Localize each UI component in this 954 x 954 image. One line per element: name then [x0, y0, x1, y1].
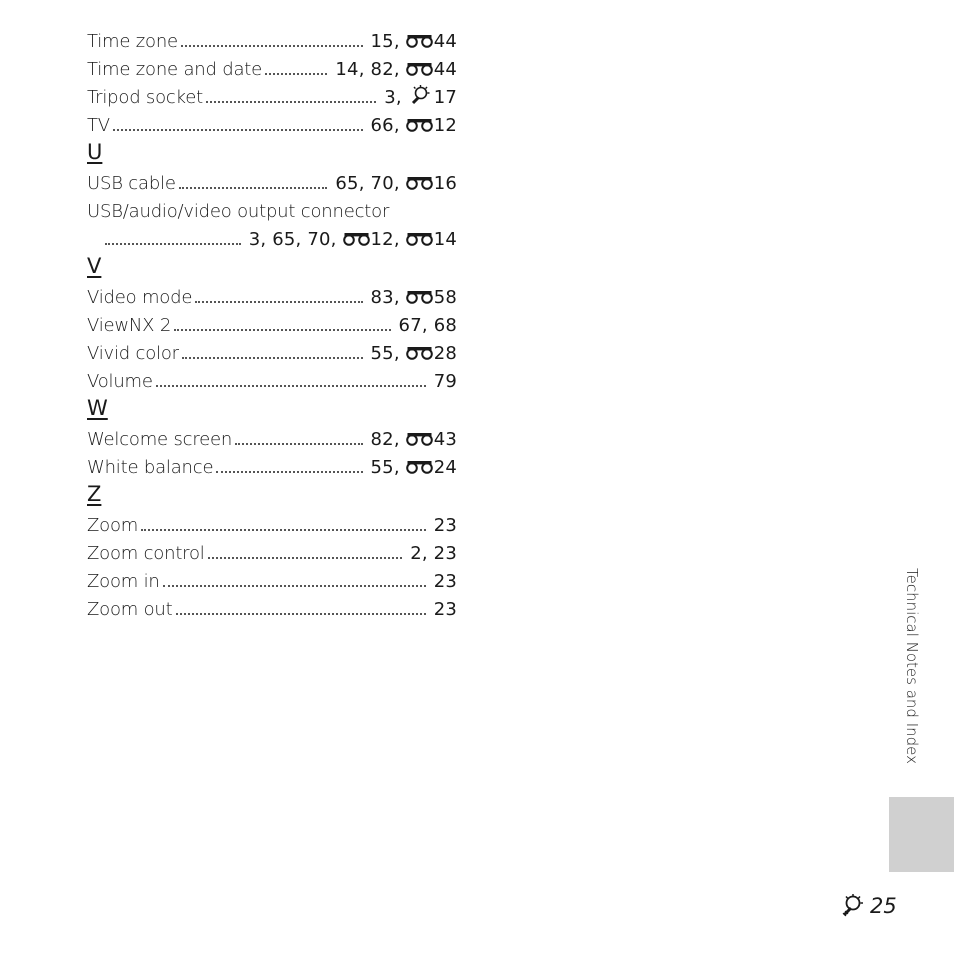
reference-section-icon	[406, 288, 434, 306]
page-ref-text: 55,	[370, 343, 406, 364]
page-references	[371, 115, 457, 137]
technical-notes-icon	[408, 84, 434, 106]
index-term: White balance	[87, 457, 214, 478]
index-term: Zoom	[87, 515, 139, 536]
page-ref-text: 28	[433, 343, 457, 364]
page-ref-text: 67, 68	[398, 315, 457, 336]
section-side-label: Technical Notes and Index	[903, 568, 921, 765]
index-entry	[87, 223, 457, 251]
page-number-text: 25	[870, 894, 897, 918]
section-letter	[87, 137, 457, 167]
index-term: Time zone and date	[87, 59, 263, 80]
dot-leader	[163, 584, 426, 587]
index-entry	[87, 195, 457, 223]
reference-section-icon	[406, 430, 434, 448]
page-ref-text: 83,	[370, 287, 406, 308]
index-term: USB cable	[87, 173, 176, 194]
page-ref-text: 23	[433, 599, 457, 620]
page-ref-text: 58	[433, 287, 457, 308]
dot-leader	[181, 44, 363, 47]
reference-section-icon	[406, 60, 434, 78]
reference-section-icon	[406, 174, 434, 192]
index-term: Tripod socket	[87, 87, 203, 108]
index-entry	[87, 423, 457, 451]
dot-leader	[195, 300, 362, 303]
index-entry	[87, 565, 457, 593]
section-letter	[87, 393, 457, 423]
dot-leader	[206, 100, 376, 103]
index-term: Zoom in	[87, 571, 160, 592]
page-ref-text: 44	[433, 59, 457, 80]
page-ref-text: 23	[433, 571, 457, 592]
index-term: Vivid color	[87, 343, 179, 364]
index-entry	[87, 81, 457, 109]
index-entry	[87, 309, 457, 337]
section-letter-text: Z	[87, 482, 102, 506]
page-references	[434, 571, 457, 593]
reference-section-icon	[343, 230, 371, 248]
index-entry	[87, 451, 457, 479]
dot-leader	[156, 384, 426, 387]
page-ref-text: 14	[433, 229, 457, 250]
page-ref-text: 3, 65, 70,	[248, 229, 343, 250]
section-letter	[87, 251, 457, 281]
section-letter	[87, 479, 457, 509]
index-term: Welcome screen	[87, 429, 233, 450]
page-references	[371, 429, 457, 451]
dot-leader	[179, 186, 328, 189]
dot-leader	[174, 328, 390, 331]
page-ref-text: 23	[433, 515, 457, 536]
dot-leader	[216, 470, 362, 473]
dot-leader	[141, 528, 426, 531]
page-references	[249, 229, 457, 251]
page-ref-text: 15,	[370, 31, 406, 52]
page-ref-text: 79	[433, 371, 457, 392]
index-term: Zoom out	[87, 599, 173, 620]
index-entry	[87, 109, 457, 137]
index-term: Volume	[87, 371, 153, 392]
section-letter-text: U	[87, 140, 103, 164]
page-references	[371, 287, 457, 309]
page-ref-text: 55,	[370, 457, 406, 478]
dot-leader	[113, 128, 363, 131]
reference-section-icon	[406, 458, 434, 476]
index-entry	[87, 53, 457, 81]
index-term: TV	[87, 115, 110, 136]
page-references	[335, 173, 457, 195]
section-letter-text: W	[87, 396, 108, 420]
reference-section-icon	[406, 230, 434, 248]
page-references	[399, 315, 457, 337]
page-references	[434, 371, 457, 393]
page-ref-text: 17	[433, 87, 457, 108]
page-number	[840, 893, 897, 919]
page-references	[434, 515, 457, 537]
index-list	[87, 25, 457, 621]
page-references	[371, 343, 457, 365]
dot-leader	[105, 242, 241, 245]
page-references	[371, 31, 457, 53]
technical-notes-icon	[840, 893, 868, 919]
page-ref-text: 2, 23	[410, 543, 457, 564]
index-term: ViewNX 2	[87, 315, 172, 336]
page-references	[434, 599, 457, 621]
section-tab	[889, 797, 954, 872]
index-term: Time zone	[87, 31, 178, 52]
index-entry	[87, 593, 457, 621]
index-entry	[87, 537, 457, 565]
index-entry	[87, 337, 457, 365]
reference-section-icon	[406, 116, 434, 134]
page-ref-text: 43	[433, 429, 457, 450]
dot-leader	[182, 356, 363, 359]
page-references	[410, 543, 457, 565]
page-ref-text: 12,	[370, 229, 406, 250]
index-entry	[87, 365, 457, 393]
page-ref-text: 14, 82,	[335, 59, 406, 80]
page-ref-text: 65, 70,	[335, 173, 406, 194]
dot-leader	[235, 442, 362, 445]
reference-section-icon	[406, 344, 434, 362]
dot-leader	[176, 612, 426, 615]
section-letter-text: V	[87, 254, 102, 278]
index-entry	[87, 509, 457, 537]
page-ref-text: 12	[433, 115, 457, 136]
index-term: Video mode	[87, 287, 193, 308]
reference-section-icon	[406, 32, 434, 50]
page-ref-text: 66,	[370, 115, 406, 136]
index-entry	[87, 167, 457, 195]
index-entry	[87, 281, 457, 309]
page-ref-text: 44	[433, 31, 457, 52]
index-term: Zoom control	[87, 543, 205, 564]
dot-leader	[208, 556, 403, 559]
index-entry	[87, 25, 457, 53]
page-references	[384, 84, 457, 109]
page-ref-text: 24	[433, 457, 457, 478]
page-references	[335, 59, 457, 81]
index-term: USB/audio/video output connector	[87, 201, 390, 222]
dot-leader	[265, 72, 327, 75]
page-ref-text: 16	[433, 173, 457, 194]
page-references	[371, 457, 457, 479]
page-ref-text: 82,	[370, 429, 406, 450]
page-ref-text: 3,	[384, 87, 408, 108]
